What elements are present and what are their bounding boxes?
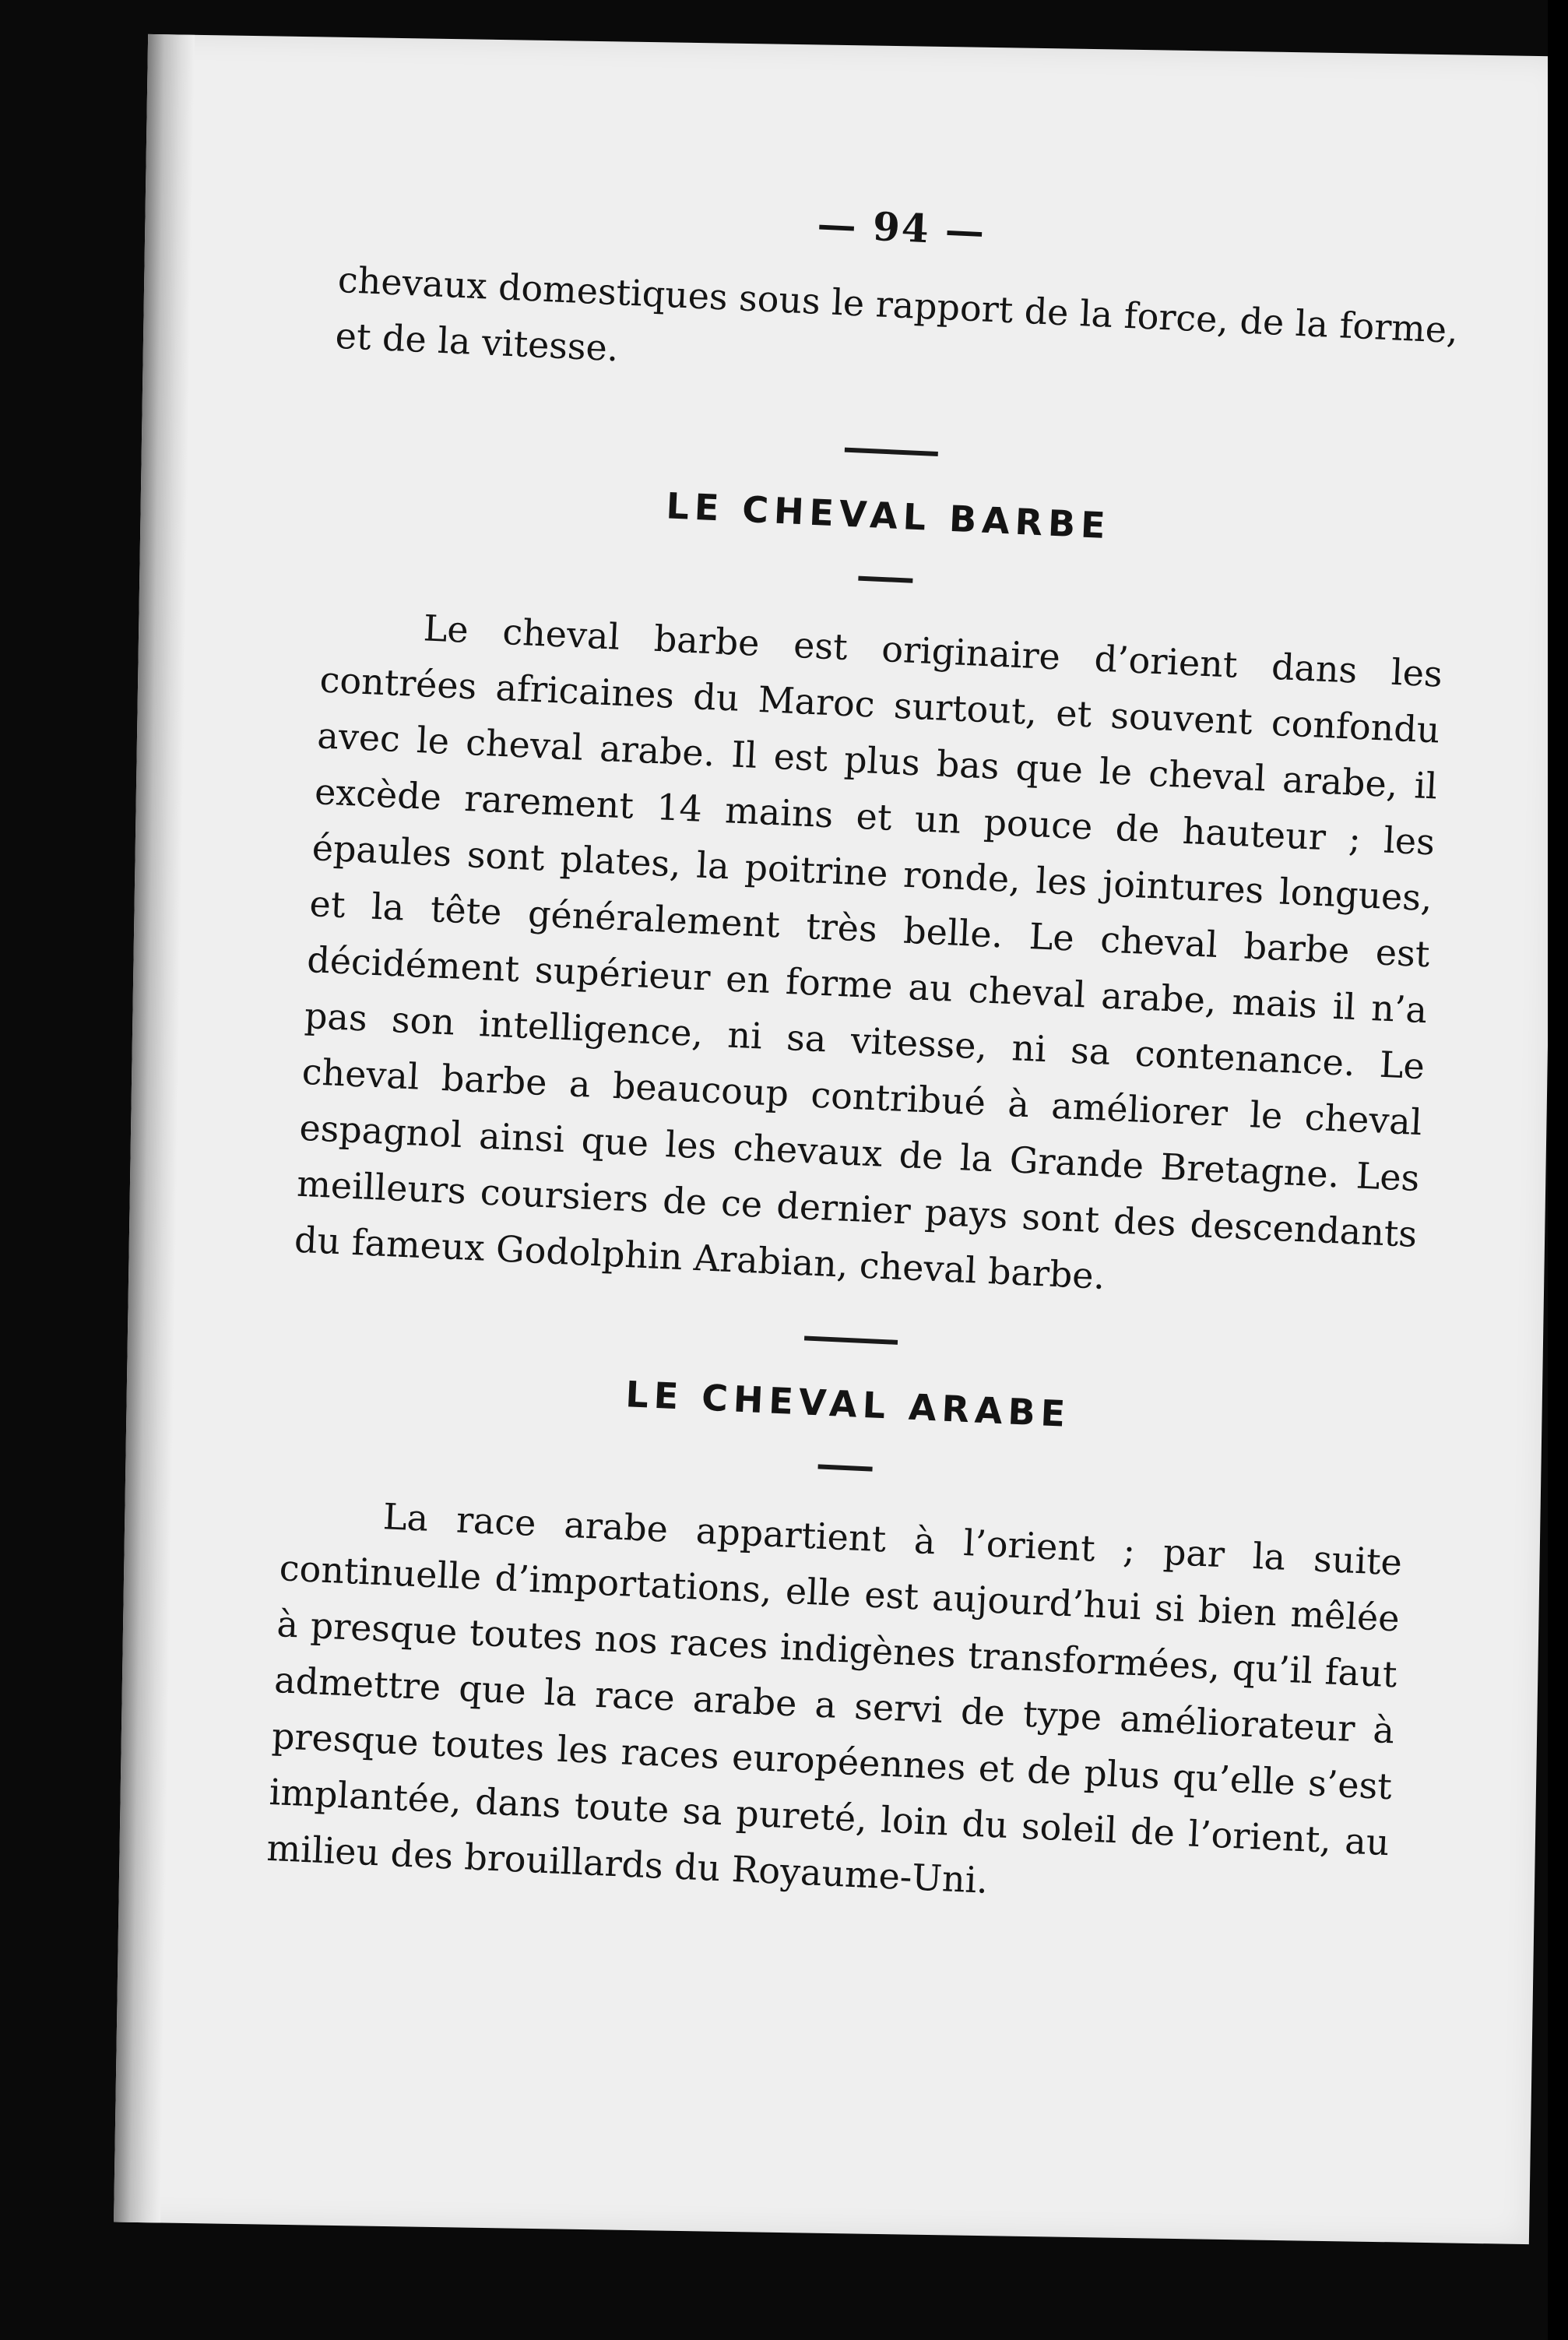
opening-paragraph: chevaux domestiques sous le rapport de la force, de la forme, et de la vitesse. [334,258,1459,370]
section-body-cheval-barbe: Le cheval barbe est originaire d’orient dans les contrées africaines du Maroc surtout, et souvent confondu avec le cheval arabe. Il est plus bas que le cheval arabe, il excède rarement 14 mains et un pouce de hauteur ; les épaules sont plates, la poitrine ronde, les jointures longues, et la tête généralement très belle. Le cheval barbe est décidément supérieur en forme au cheval arabe, mais il n’a pas son intelligence, ni sa vitesse, ni sa contenance. Le cheval barbe a beaucoup contribué à améliorer le cheval espagnol ainsi que les chevaux de la Grande Bretagne. Les meilleurs coursiers de ce dernier pays sont des descendants du fameux Godolphin Arabian, cheval barbe. [293,607,1443,1297]
page-number: — 94 — [816,200,987,255]
section-heading-cheval-barbe: LE CHEVAL BARBE [665,484,1112,547]
section-heading-cheval-arabe: LE CHEVAL ARABE [624,1373,1072,1436]
scan-border [1548,0,1568,2340]
page-text-block [265,179,1462,1927]
section-body-cheval-arabe: La race arabe appartient à l’orient ; par la suite continuelle d’importations, elle est aujourd’hui si bien mêlée à presque toutes nos races indigènes transformées, qu’il faut admettre que la race arabe a servi de type améliorateur à presque toutes les races européennes et de plus qu’elle s’est implantée, dans toute sa pureté, loin du soleil de l’orient, au milieu des brouillards du Royaume-Uni. [265,1495,1404,1902]
